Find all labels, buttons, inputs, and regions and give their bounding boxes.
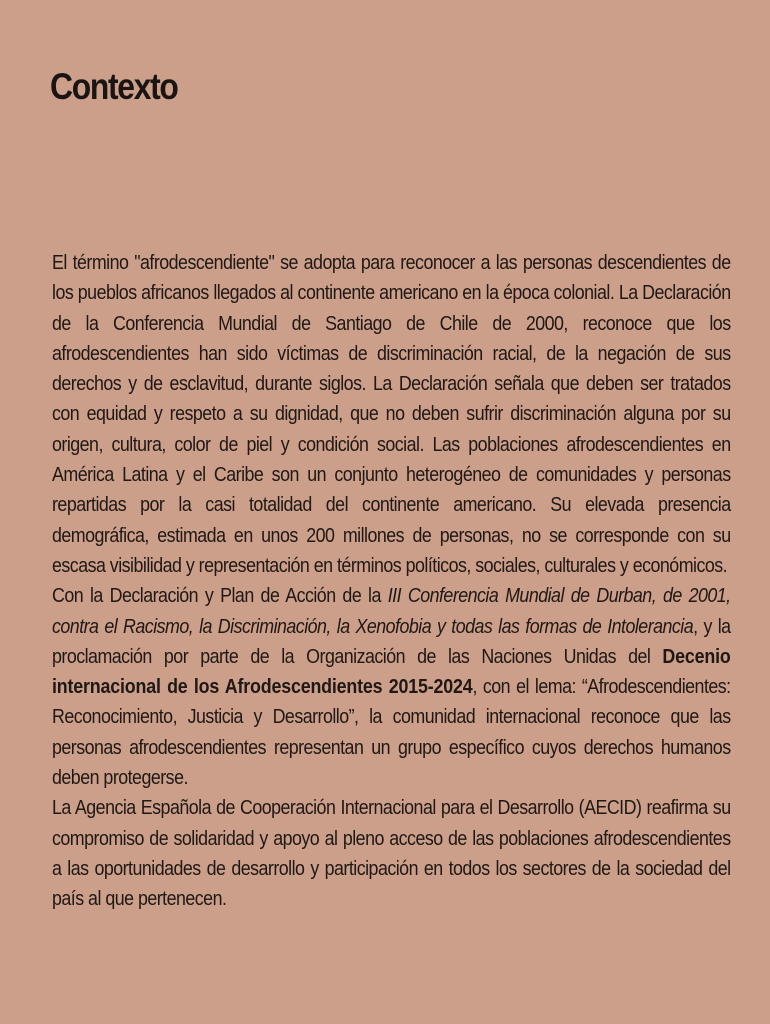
paragraph-3: La Agencia Española de Cooperación Internacional para el Desarrollo (AECID) reafirma su compromiso de solidaridad y apoyo al pleno acceso de las poblaciones afrodescendientes a las oportunidades de desarrollo y participación en todos los sectores de la sociedad del país al que pertenecen.: [52, 796, 731, 911]
paragraph-2-text-a: Con la Declaración y Plan de Acción de la: [52, 584, 388, 608]
paragraph-2-text-b: , y la proclamación por parte de la Organización de las Naciones Unidas del: [52, 614, 731, 668]
decade-title: Decenio internacional de los Afrodescendientes 2015-2024: [52, 644, 731, 699]
durban-conference-title: III Conferencia Mundial de Durban, de 2001, contra el Racismo, la Discriminación, la Xenofobia y todas las formas de Intolerancia: [52, 584, 731, 638]
paragraph-2: [52, 581, 731, 793]
paragraph-1: El término "afrodescendiente" se adopta para reconocer a las personas descendientes de los pueblos africanos llegados al continente americano en la época colonial. La Declaración de la Conferencia Mundial de Santiago de Chile de 2000, reconoce que los afrodescendientes han sido víctimas de discriminación racial, de la negación de sus derechos y de esclavitud, durante siglos. La Declaración señala que deben ser tratados con equidad y respeto a su dignidad, que no deben sufrir discriminación alguna por su origen, cultura, color de piel y condición social. Las poblaciones afrodescendientes en América Latina y el Caribe son un conjunto heterogéneo de comunidades y personas repartidas por la casi totalidad del continente americano. Su elevada presencia demográfica, estimada en unos 200 millones de personas, no se corresponde con su escasa visibilidad y representación en términos políticos, sociales, culturales y económicos.: [52, 251, 731, 577]
paragraph-2-text-c: , con el lema: “Afrodescendientes: Reconocimiento, Justicia y Desarrollo”, la comunidad internacional reconoce que las personas afrodescendientes representan un grupo específico cuyos derechos humanos deben protegerse.: [52, 675, 731, 790]
body-text: [52, 248, 731, 915]
page-title: Contexto: [50, 66, 178, 107]
